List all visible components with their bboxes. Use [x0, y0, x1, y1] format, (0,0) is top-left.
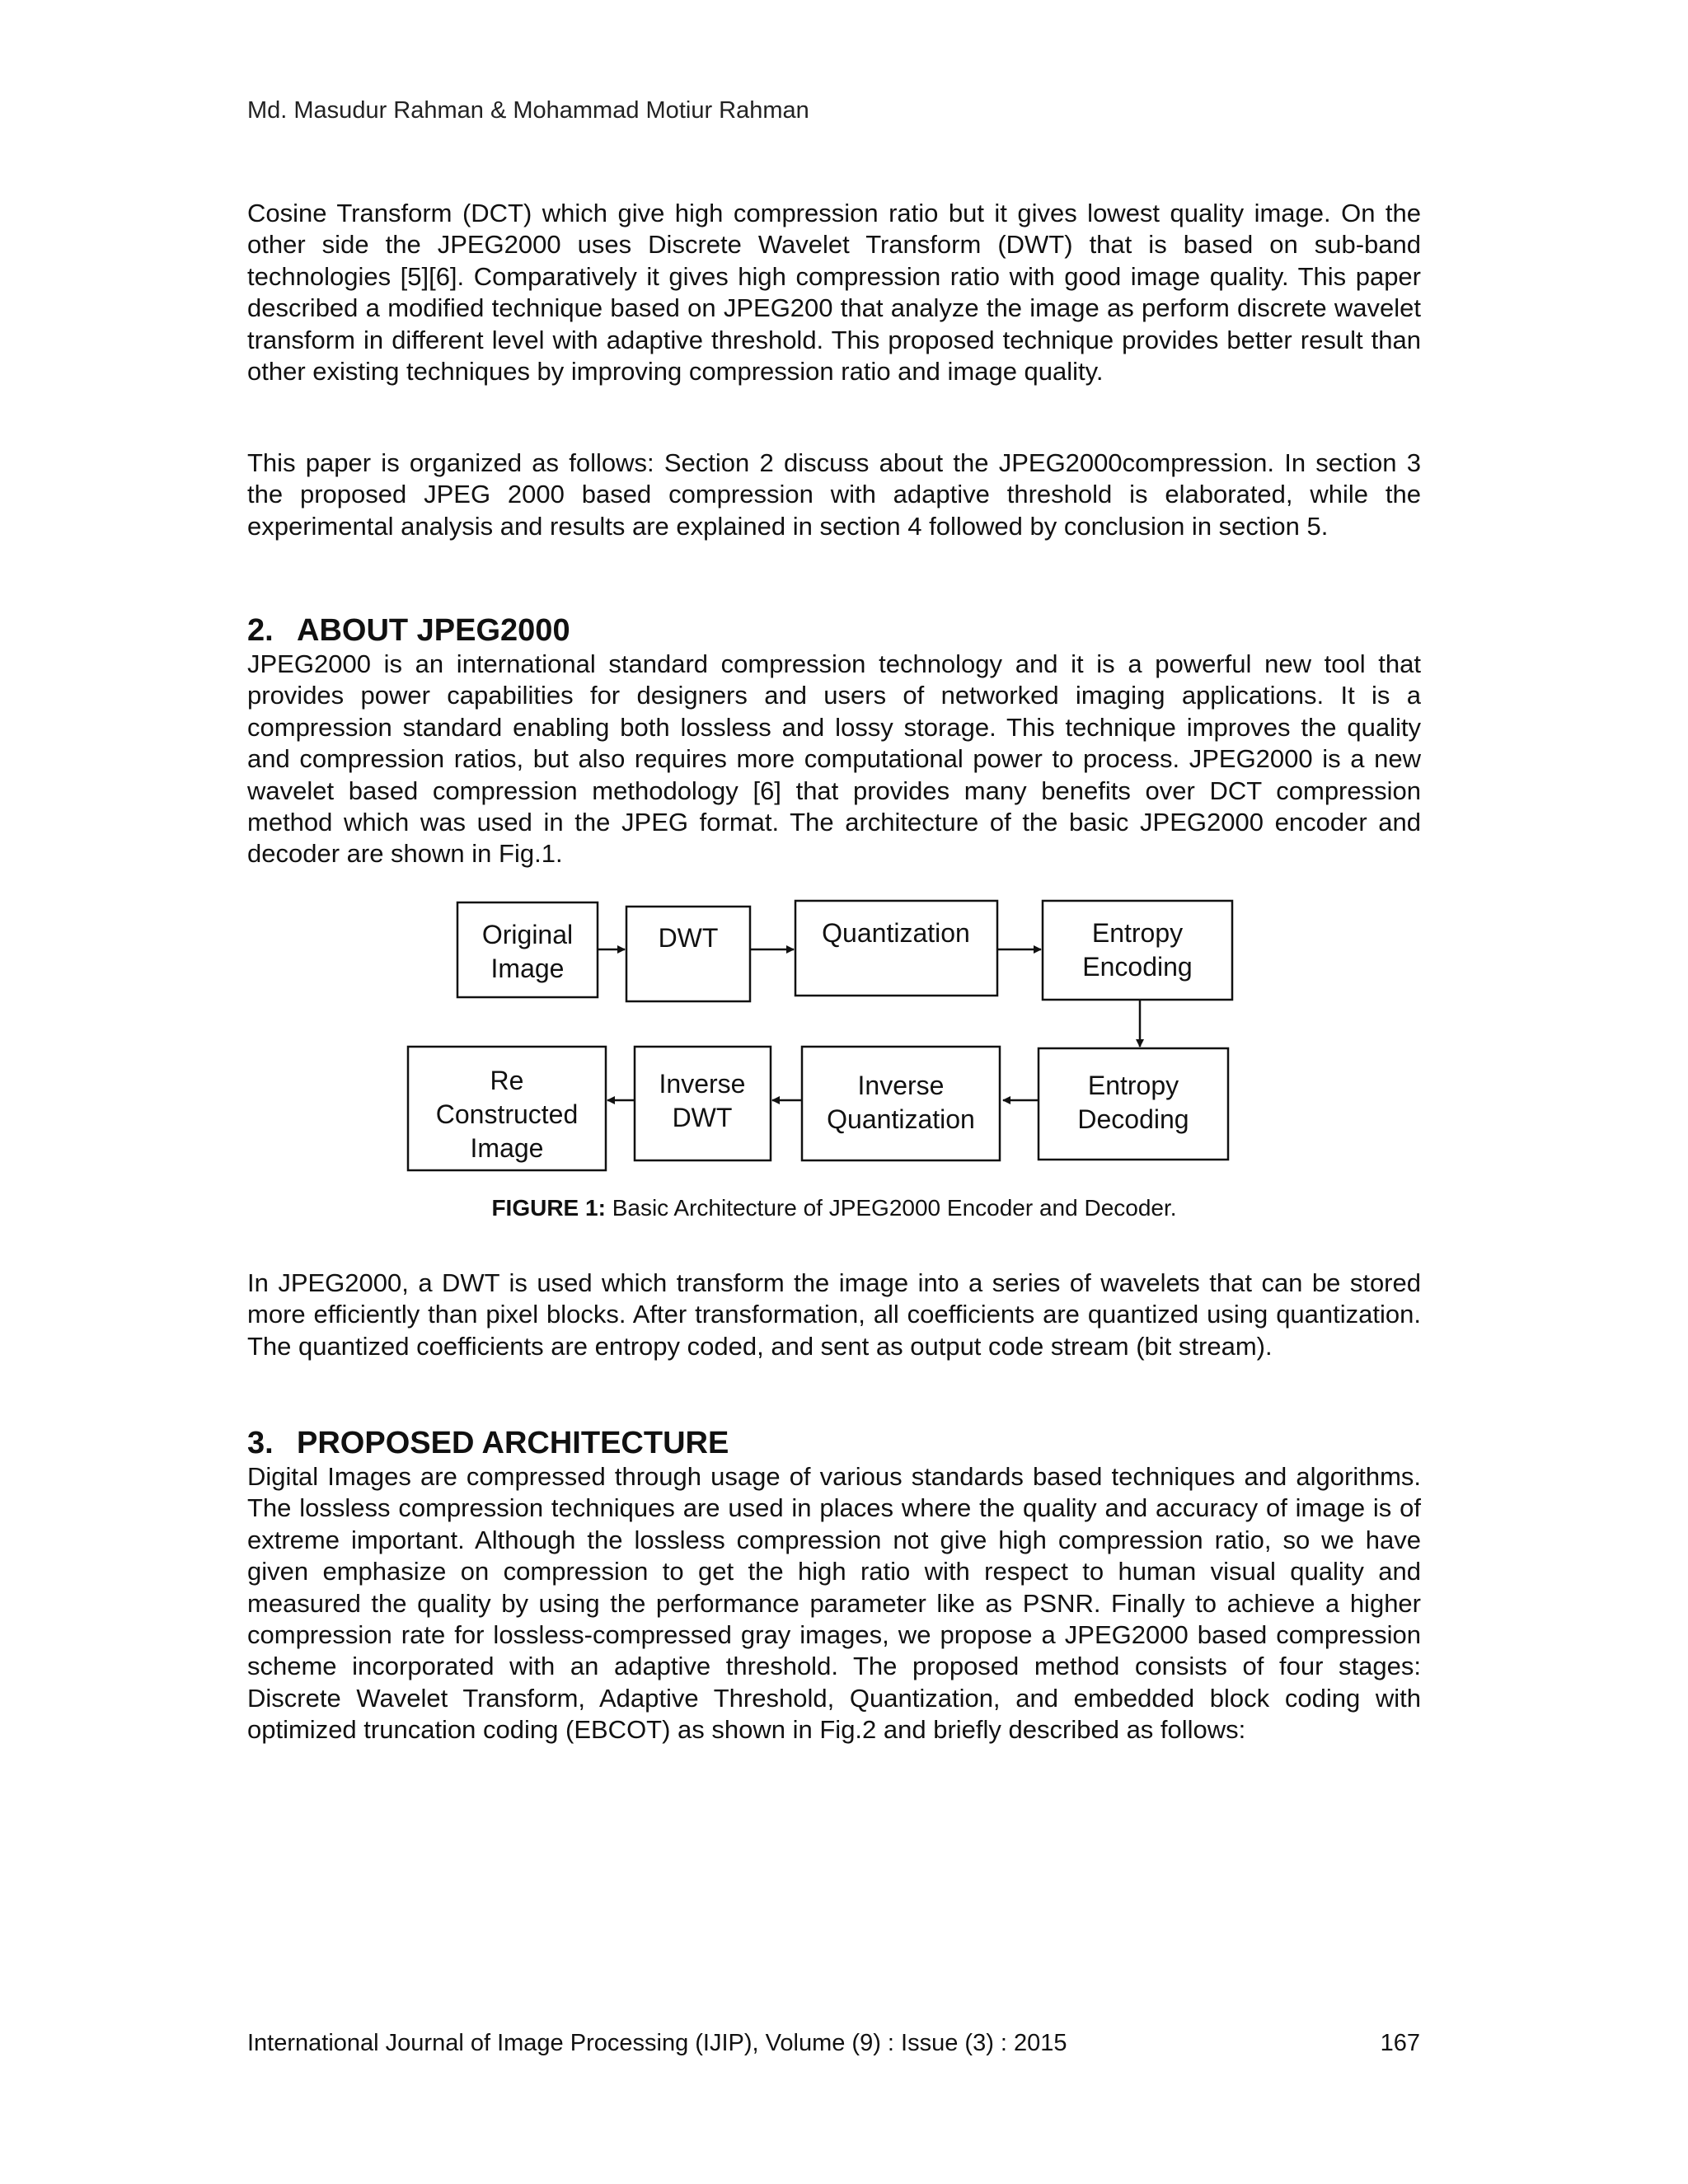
section-number: 2. — [247, 613, 274, 648]
box-label: Re — [490, 1066, 524, 1095]
running-head-authors: Md. Masudur Rahman & Mohammad Motiur Rahman — [247, 97, 809, 124]
section-heading-proposed — [247, 1424, 1421, 1462]
footer-journal: International Journal of Image Processing (IJIP), Volume (9) : Issue (3) : 2015 — [247, 2030, 1067, 2056]
box-label: Encoding — [1082, 952, 1193, 982]
box-label: Decoding — [1077, 1104, 1189, 1134]
box-dwt — [626, 907, 750, 1001]
box-reconstructed-image — [408, 1047, 606, 1170]
box-label: Quantization — [827, 1104, 975, 1134]
paragraph-about-jpeg2000: JPEG2000 is an international standard compression technology and it is a powerful new tool that provides power capabilities for designers and users of networked imaging applications. It is a compression standard enabling both lossless and lossy storage. This technique improves the quality and compression ratios, but also requires more computational power to process. JPEG2000 is a new wavelet based compression methodology [6] that provides many benefits over DCT compression method which was used in the JPEG format. The architecture of the basic JPEG2000 encoder and decoder are shown in Fig.1. — [247, 649, 1421, 869]
section-number: 3. — [247, 1426, 274, 1460]
figure-1-diagram — [404, 890, 1278, 1203]
paragraph-intro-continued: Cosine Transform (DCT) which give high compression ratio but it gives lowest quality image. On the other side the JPEG2000 uses Discrete Wavelet Transform (DWT) that is based on sub-band technologies [5][6]. Comparatively it gives high compression ratio with good image quality. This paper described a modified technique based on JPEG200 that analyze the image as perform discrete wavelet transform in different level with adaptive threshold. This proposed technique provides better result than other existing techniques by improving compression ratio and image quality. — [247, 199, 1421, 387]
paragraph-proposed-architecture: Digital Images are compressed through usage of various standards based techniques and algorithms. The lossless compression techniques are used in places where the quality and accuracy of image is of extreme important. Although the lossless compression not give high compression ratio, so we have given emphasize on compression to get the high ratio with respect to human visual quality and measured the quality by using the performance parameter like as PSNR. Finally to achieve a higher compression rate for lossless-compressed gray images, we propose a JPEG2000 based compression scheme incorporated with an adaptive threshold. The proposed method consists of four stages: Discrete Wavelet Transform, Adaptive Threshold, Quantization, and embedded block coding with optimized truncation coding (EBCOT) as shown in Fig.2 and briefly described as follows: — [247, 1462, 1421, 1745]
box-label: Inverse — [857, 1071, 945, 1100]
box-label: Original — [481, 920, 574, 949]
box-quantization — [795, 901, 997, 996]
section-heading-about — [247, 612, 1421, 649]
box-label: Image — [470, 1133, 544, 1163]
paragraph-after-figure: In JPEG2000, a DWT is used which transform the image into a series of wavelets that can be stored more efficiently than pixel blocks. After transformation, all coefficients are quantized using quantization. The quantized coefficients are entropy coded, and sent as output code stream (bit stream). — [247, 1268, 1421, 1361]
caption-text: Basic Architecture of JPEG2000 Encoder and Decoder. — [605, 1195, 1177, 1221]
box-entropy-encoding — [1043, 901, 1232, 1000]
section-title: PROPOSED ARCHITECTURE — [297, 1426, 729, 1460]
box-inverse-quantization — [802, 1047, 1000, 1160]
box-label: Quantization — [822, 918, 970, 948]
box-label: Image — [490, 954, 565, 983]
box-inverse-dwt — [635, 1047, 771, 1160]
figure-1-caption — [247, 1195, 1421, 1221]
box-label: DWT — [672, 1103, 733, 1132]
box-label: Constructed — [435, 1099, 579, 1129]
box-label: DWT — [658, 923, 719, 953]
box-original-image — [457, 902, 598, 997]
caption-label: FIGURE 1: — [491, 1195, 606, 1221]
paragraph-organization: This paper is organized as follows: Section 2 discuss about the JPEG2000compression. In section 3 the proposed JPEG 2000 based compression with adaptive threshold is elaborated, while the experimental analysis and results are explained in section 4 followed by conclusion in section 5. — [247, 448, 1421, 541]
section-title: ABOUT JPEG2000 — [297, 613, 570, 648]
footer-page-number: 167 — [1380, 2030, 1420, 2056]
box-label: Entropy — [1091, 918, 1184, 948]
box-label: Inverse — [659, 1069, 746, 1099]
box-entropy-decoding — [1039, 1048, 1228, 1160]
box-label: Entropy — [1087, 1071, 1179, 1100]
